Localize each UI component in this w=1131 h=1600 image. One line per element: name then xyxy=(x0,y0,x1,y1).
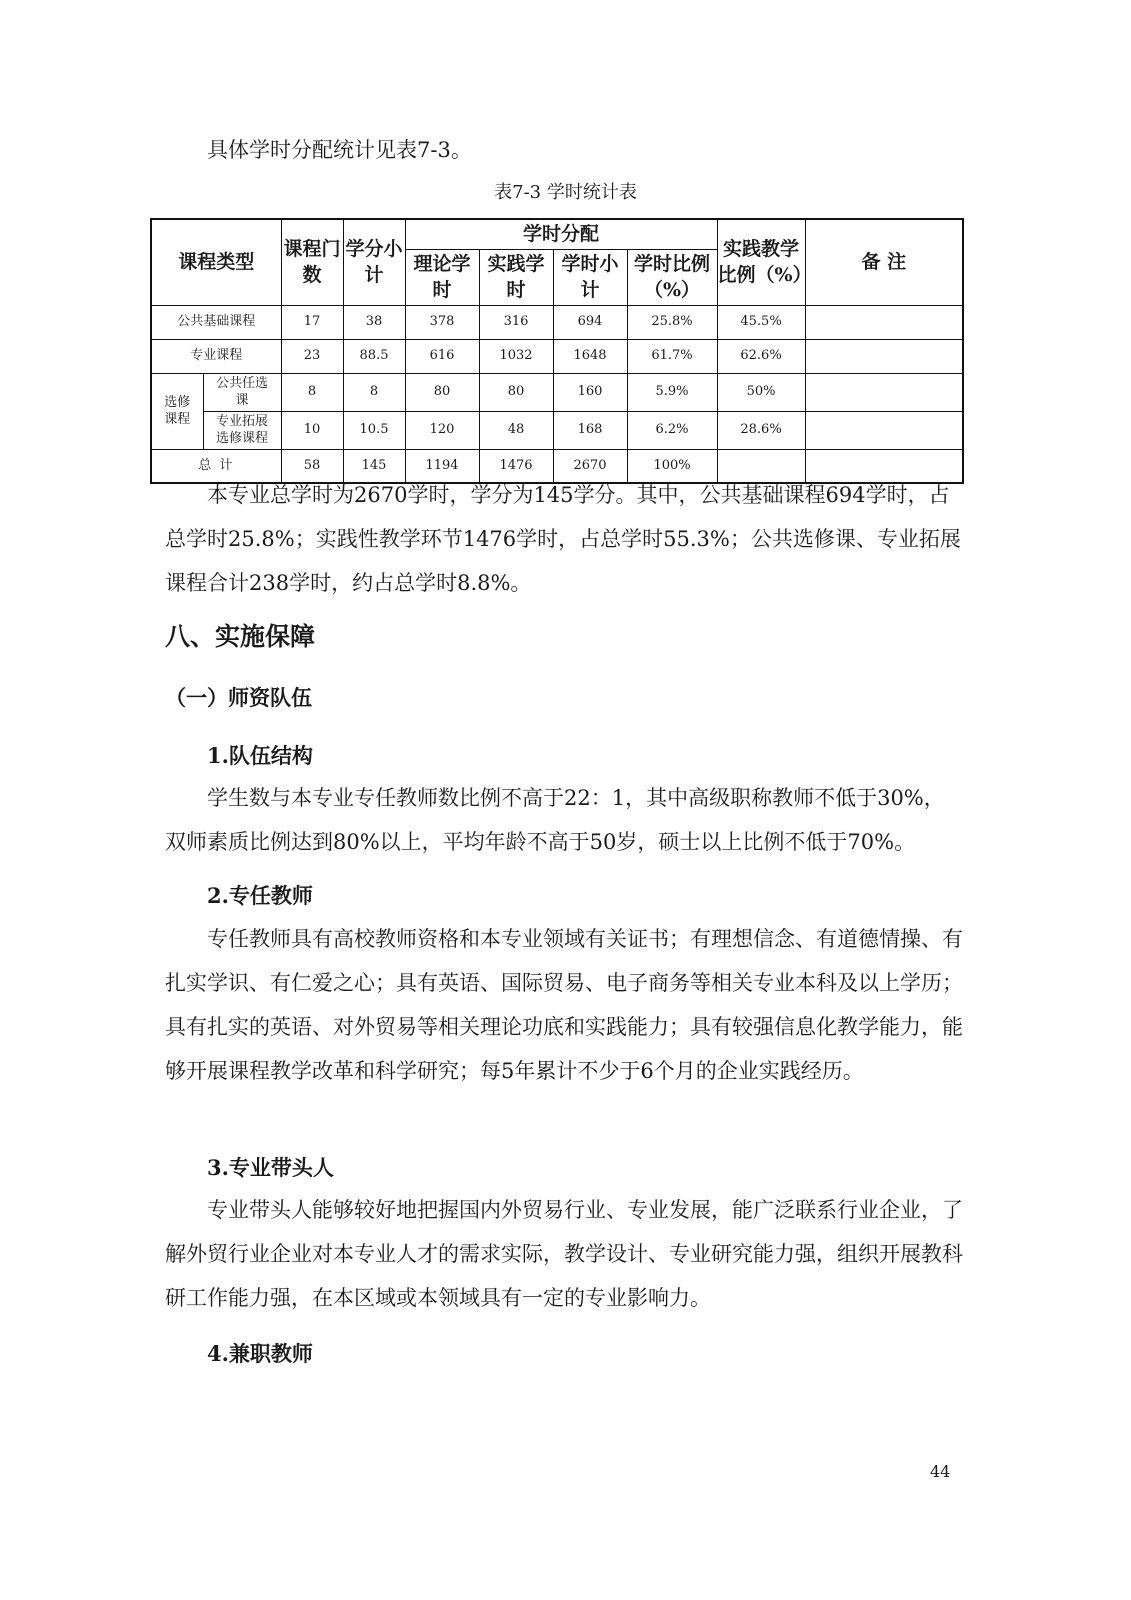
item-title: 4.兼职教师 xyxy=(207,1341,313,1366)
item-title: 1.队伍结构 xyxy=(207,743,313,768)
row-credits: 145 xyxy=(343,449,405,483)
row-total: 2670 xyxy=(553,449,627,483)
table-row xyxy=(151,305,963,339)
row-ratio: 6.2% xyxy=(627,411,717,449)
row-credits: 10.5 xyxy=(343,411,405,449)
header-theory: 理论学时 xyxy=(405,249,479,305)
table-row xyxy=(151,339,963,373)
row-theory: 378 xyxy=(405,305,479,339)
header-practice-ratio: 实践教学比例（%） xyxy=(717,219,805,305)
row-practice: 1032 xyxy=(479,339,553,373)
row-practice: 80 xyxy=(479,373,553,411)
row-remarks xyxy=(805,305,963,339)
row-total: 694 xyxy=(553,305,627,339)
row-count: 23 xyxy=(281,339,343,373)
row-practice: 1476 xyxy=(479,449,553,483)
row-ratio: 5.9% xyxy=(627,373,717,411)
item-paragraph: 专业带头人能够较好地把握国内外贸易行业、专业发展，能广泛联系行业企业，了解外贸行业企业对本专业人才的需求实际，教学设计、专业研究能力强，组织开展教科研工作能力强，在本区域或本领域具有一定的专业影响力。 xyxy=(165,1198,963,1310)
summary-paragraph: 本专业总学时为2670学时，学分为145学分。其中，公共基础课程694学时，占总学时25.8%；实践性教学环节1476学时，占总学时55.3%；公共选修课、专业拓展课程合计238学时，约占总学时8.8%。 xyxy=(165,483,961,595)
section-title: 八、实施保障 xyxy=(165,622,316,651)
item-paragraph: 学生数与本专业专任教师数比例不高于22：1，其中高级职称教师不低于30%，双师素质比例达到80%以上，平均年龄不高于50岁，硕士以上比例不低于70%。 xyxy=(165,786,945,854)
row-ratio: 25.8% xyxy=(627,305,717,339)
page-number: 44 xyxy=(930,1462,951,1481)
row-remarks xyxy=(805,411,963,449)
row-name: 公共任选课 xyxy=(203,373,281,411)
row-count: 58 xyxy=(281,449,343,483)
header-credits: 学分小计 xyxy=(343,219,405,305)
row-total: 160 xyxy=(553,373,627,411)
row-remarks xyxy=(805,339,963,373)
row-ratio: 61.7% xyxy=(627,339,717,373)
elective-group-label: 选修课程 xyxy=(151,373,203,449)
hours-statistics-table xyxy=(150,218,964,484)
header-hours-ratio: 学时比例（%） xyxy=(627,249,717,305)
row-credits: 88.5 xyxy=(343,339,405,373)
row-total: 1648 xyxy=(553,339,627,373)
row-name: 专业拓展选修课程 xyxy=(203,411,281,449)
row-credits: 38 xyxy=(343,305,405,339)
header-hours-group: 学时分配 xyxy=(405,219,717,249)
row-practice-ratio: 62.6% xyxy=(717,339,805,373)
row-count: 17 xyxy=(281,305,343,339)
header-hours-total: 学时小计 xyxy=(553,249,627,305)
row-total: 168 xyxy=(553,411,627,449)
row-practice: 316 xyxy=(479,305,553,339)
intro-paragraph: 具体学时分配统计见表7-3。 xyxy=(207,138,472,162)
header-course-type: 课程类型 xyxy=(151,219,281,305)
header-remarks: 备 注 xyxy=(805,219,963,305)
row-name: 公共基础课程 xyxy=(151,305,281,339)
row-count: 8 xyxy=(281,373,343,411)
item-title: 2.专任教师 xyxy=(207,883,313,908)
item-paragraph: 专任教师具有高校教师资格和本专业领域有关证书；有理想信念、有道德情操、有扎实学识、有仁爱之心；具有英语、国际贸易、电子商务等相关专业本科及以上学历；具有扎实的英语、对外贸易等相关理论功底和实践能力；具有较强信息化教学能力，能够开展课程教学改革和科学研究；每5年累计不少于6个月的企业实践经历。 xyxy=(165,927,963,1083)
row-theory: 80 xyxy=(405,373,479,411)
table-caption: 表7-3 学时统计表 xyxy=(494,182,637,203)
row-theory: 616 xyxy=(405,339,479,373)
table-row xyxy=(151,411,963,449)
row-practice-ratio: 45.5% xyxy=(717,305,805,339)
row-credits: 8 xyxy=(343,373,405,411)
row-remarks xyxy=(805,373,963,411)
item-title: 3.专业带头人 xyxy=(207,1155,334,1180)
header-course-count: 课程门数 xyxy=(281,219,343,305)
row-ratio: 100% xyxy=(627,449,717,483)
subsection-title: （一）师资队伍 xyxy=(165,686,312,710)
row-theory: 1194 xyxy=(405,449,479,483)
header-practice: 实践学时 xyxy=(479,249,553,305)
table-row xyxy=(151,373,963,411)
row-name: 总 计 xyxy=(151,449,281,483)
row-theory: 120 xyxy=(405,411,479,449)
row-practice: 48 xyxy=(479,411,553,449)
row-count: 10 xyxy=(281,411,343,449)
row-practice-ratio: 50% xyxy=(717,373,805,411)
row-practice-ratio: 28.6% xyxy=(717,411,805,449)
row-name: 专业课程 xyxy=(151,339,281,373)
